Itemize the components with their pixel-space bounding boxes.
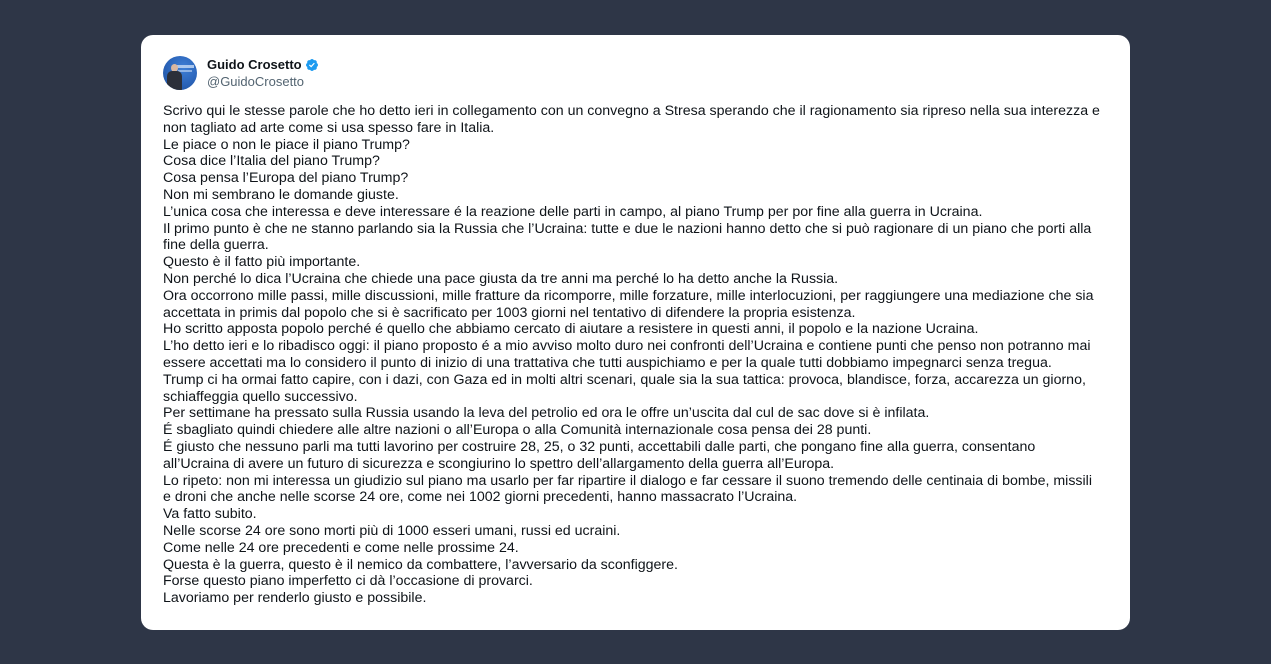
tweet-line: Nelle scorse 24 ore sono morti più di 1000 esseri umani, russi ed ucraini. (163, 522, 621, 539)
tweet-line: Trump ci ha ormai fatto capire, con i dazi, con Gaza ed in molti altri scenari, quale sia la sua tattica: provoca, blandisce, forza, accarezza un giorno, schiaffeggia quello successivo. (163, 371, 1086, 405)
tweet-line: Lo ripeto: non mi interessa un giudizio sul piano ma usarlo per far ripartire il dialogo e far cessare il suono tremendo delle centinaia di bombe, missili e droni che anche nelle scorse 24 ore, come nei 1002 giorni precedenti, hanno massacrato l’Ucraina. (163, 472, 1092, 506)
author-handle[interactable]: @GuidoCrosetto (207, 74, 305, 89)
verified-badge-icon (305, 58, 319, 72)
tweet-line: Lavoriamo per renderlo giusto e possibile. (163, 590, 427, 607)
avatar-figure-body (167, 71, 182, 90)
tweet-line: Le piace o non le piace il piano Trump? (163, 136, 410, 153)
display-name-row (207, 56, 319, 73)
tweet-line: Ora occorrono mille passi, mille discussioni, mille fratture da ricomporre, mille forzature, mille interlocuzioni, per raggiungere una mediazione che sia accettata in primis dal popolo che si è sacrificato per 1003 giorni nel tentativo di difendere la propria esistenza. (163, 287, 1094, 321)
tweet-line: Per settimane ha pressato sulla Russia usando la leva del petrolio ed ora le offre un’uscita dal cul de sac dove si è infilata. (163, 405, 930, 422)
tweet-line: É sbagliato quindi chiedere alle altre nazioni o all’Europa o alla Comunità internazionale cosa pensa dei 28 punti. (163, 422, 872, 439)
avatar[interactable] (163, 56, 197, 90)
author-display-name[interactable]: Guido Crosetto (207, 57, 302, 72)
tweet-header (163, 56, 319, 90)
avatar-banner-detail (177, 65, 194, 68)
tweet-card (141, 35, 1130, 630)
author-names (207, 56, 319, 90)
tweet-line: Questa è la guerra, questo è il nemico da combattere, l’avversario da sconfiggere. (163, 556, 678, 573)
tweet-line: L’ho detto ieri e lo ribadisco oggi: il piano proposto é a mio avviso molto duro nei confronti dell’Ucraina e contiene punti che penso non potranno mai essere accettati ma lo considero il punto di inizio di una trattativa che tutti auspichiamo e per la quale tutti dobbiamo impegnarci senza tregua. (163, 338, 1091, 371)
tweet-line: Cosa pensa l’Europa del piano Trump? (163, 170, 409, 187)
tweet-line: Cosa dice l’Italia del piano Trump? (163, 153, 380, 170)
tweet-line: Ho scritto apposta popolo perché é quello che abbiamo cercato di aiutare a resistere in questi anni, il popolo e la nazione Ucraina. (163, 321, 979, 338)
tweet-line: Questo è il fatto più importante. (163, 254, 361, 271)
tweet-line: É giusto che nessuno parli ma tutti lavorino per costruire 28, 25, o 32 punti, accettabili dalle parti, che pongano fine alla guerra, consentano all’Ucraina di avere un futuro di sicurezza e scongiurino lo spettro dell’allargamento della guerra all’Europa. (163, 438, 1036, 472)
tweet-text (163, 103, 1103, 607)
tweet-line: Va fatto subito. (163, 506, 257, 523)
tweet-line: L’unica cosa che interessa e deve interessare é la reazione delle parti in campo, al piano Trump per por fine alla guerra in Ucraina. (163, 203, 983, 220)
tweet-line: Come nelle 24 ore precedenti e come nelle prossime 24. (163, 539, 519, 556)
tweet-line: Il primo punto è che ne stanno parlando sia la Russia che l’Ucraina: tutte e due le nazioni hanno detto che si può ragionare di un piano che porti alla fine della guerra. (163, 220, 1092, 254)
tweet-line: Scrivo qui le stesse parole che ho detto ieri in collegamento con un convegno a Stresa sperando che il ragionamento sia ripreso nella sua interezza e non tagliato ad arte come si usa spesso fare in Italia. (163, 103, 1100, 136)
tweet-line: Non mi sembrano le domande giuste. (163, 186, 399, 203)
tweet-line: Non perché lo dica l’Ucraina che chiede una pace giusta da tre anni ma perché lo ha detto anche la Russia. (163, 270, 839, 287)
tweet-line: Forse questo piano imperfetto ci dà l’occasione di provarci. (163, 573, 533, 590)
